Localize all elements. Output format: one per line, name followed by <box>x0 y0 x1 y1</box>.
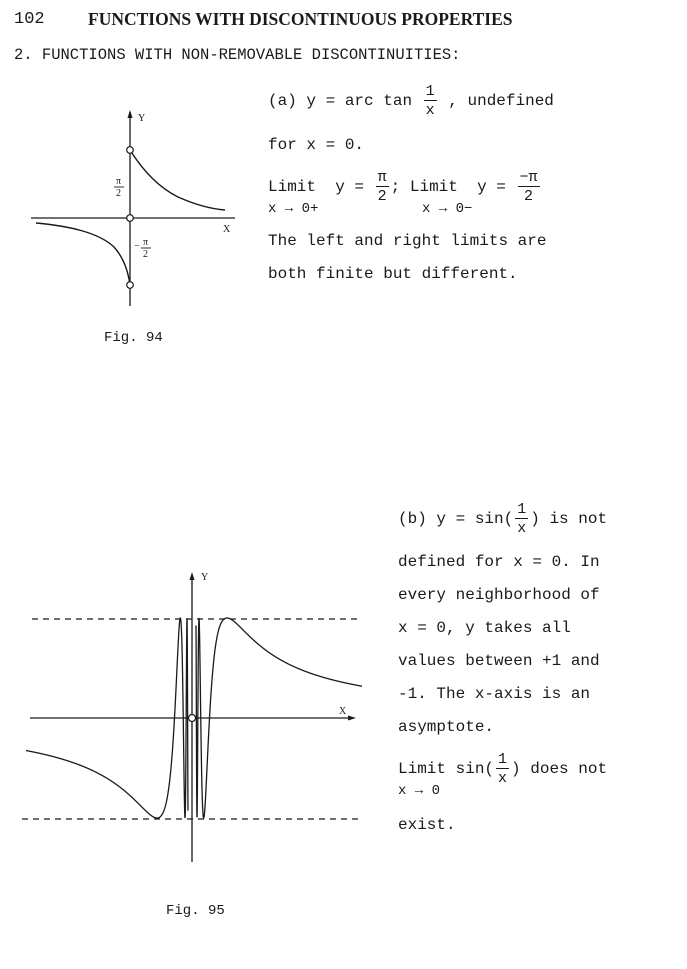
figure-95-caption: Fig. 95 <box>166 903 225 919</box>
fig94-tick-pos-den: 2 <box>116 188 121 199</box>
part-a-text-line2: both finite but different. <box>268 265 518 283</box>
part-a-lim1-sub: x → 0+ <box>268 201 319 217</box>
part-b-limit-den: x <box>498 770 508 787</box>
part-b-line3: every neighborhood of <box>398 586 600 604</box>
part-a-equation <box>268 84 554 118</box>
fig94-tick-neg-sign: − <box>134 241 140 252</box>
part-a-line2: for x = 0. <box>268 136 365 154</box>
figure-94-graph <box>28 104 243 314</box>
part-b-limit-sub: x → 0 <box>398 783 441 799</box>
fig95-y-label: Y <box>201 572 209 583</box>
fig95-x-arrow-icon <box>348 716 356 721</box>
fig94-curve-left <box>36 223 130 285</box>
part-a-lim1-den: 2 <box>377 188 387 205</box>
part-b-last-line: exist. <box>398 816 456 834</box>
fig95-y-arrow-icon <box>190 572 195 580</box>
fig94-y-arrow-icon <box>128 110 133 118</box>
part-a-eq-suffix: , undefined <box>448 92 554 111</box>
page-number: 102 <box>14 10 45 29</box>
fig94-tick-pos-num: π <box>116 176 122 187</box>
part-b-limit-fraction <box>496 752 509 786</box>
part-b-eq-prefix: y = sin( <box>436 510 514 529</box>
fig94-curve-right <box>130 150 225 210</box>
part-b-label: (b) <box>398 510 427 529</box>
part-a-limit1-word: Limit <box>268 178 317 197</box>
part-a-limit1-y: y = <box>335 178 365 197</box>
part-b-fraction <box>515 502 528 536</box>
fig94-open-point-top <box>127 147 134 154</box>
part-b-line6: -1. The x-axis is an <box>398 685 591 703</box>
part-a-frac-num: 1 <box>425 83 435 100</box>
part-b-limit <box>398 752 607 786</box>
part-a-text-line1: The left and right limits are <box>268 232 547 250</box>
part-b-line2: defined for x = 0. In <box>398 553 600 571</box>
part-a-limit1-fraction <box>376 170 389 204</box>
part-a-frac-den: x <box>425 102 435 119</box>
part-b-line5: values between +1 and <box>398 652 600 670</box>
part-a-limit2-y: y = <box>477 178 506 197</box>
part-a-limit2-word: Limit <box>409 178 458 197</box>
fig94-x-label: X <box>223 224 231 235</box>
part-a-lim2-sub: x → 0− <box>422 201 473 217</box>
part-b-line4: x = 0, y takes all <box>398 619 571 637</box>
part-a-fraction <box>424 84 437 118</box>
figure-94-caption: Fig. 94 <box>104 330 163 346</box>
part-a-label: (a) <box>268 92 297 111</box>
section-heading: 2. FUNCTIONS WITH NON-REMOVABLE DISCONTINUITIES: <box>14 46 461 64</box>
fig94-open-point-origin <box>127 215 134 222</box>
part-a-lim2-num: −π <box>519 169 538 186</box>
part-a-lim1-num: π <box>377 169 387 186</box>
figure-95-graph <box>10 564 370 869</box>
fig94-y-label: Y <box>138 113 146 124</box>
part-b-frac-den: x <box>517 520 527 537</box>
part-b-limit-suffix: ) does not <box>511 760 608 779</box>
part-a-limits <box>268 170 542 204</box>
part-b-limit-word: Limit <box>398 760 447 779</box>
fig94-open-point-bottom <box>127 282 134 289</box>
fig94-tick-neg-den: 2 <box>143 249 148 260</box>
part-a-limit2-fraction <box>518 170 540 204</box>
part-b-eq-suffix: ) is not <box>530 510 608 529</box>
fig95-open-point-origin <box>189 715 196 722</box>
fig95-x-label: X <box>339 706 347 717</box>
part-a-lim1-sep: ; <box>390 178 401 197</box>
part-b-line7: asymptote. <box>398 718 495 736</box>
part-b-frac-num: 1 <box>517 501 527 518</box>
fig94-tick-neg-num: π <box>143 237 149 248</box>
part-a-lim2-den: 2 <box>524 188 534 205</box>
running-title: FUNCTIONS WITH DISCONTINUOUS PROPERTIES <box>88 9 513 29</box>
part-b-limit-num: 1 <box>498 751 508 768</box>
part-b-limit-prefix: sin( <box>455 760 495 779</box>
part-a-eq-prefix: y = arc tan <box>306 92 413 111</box>
part-b-equation <box>398 502 607 536</box>
